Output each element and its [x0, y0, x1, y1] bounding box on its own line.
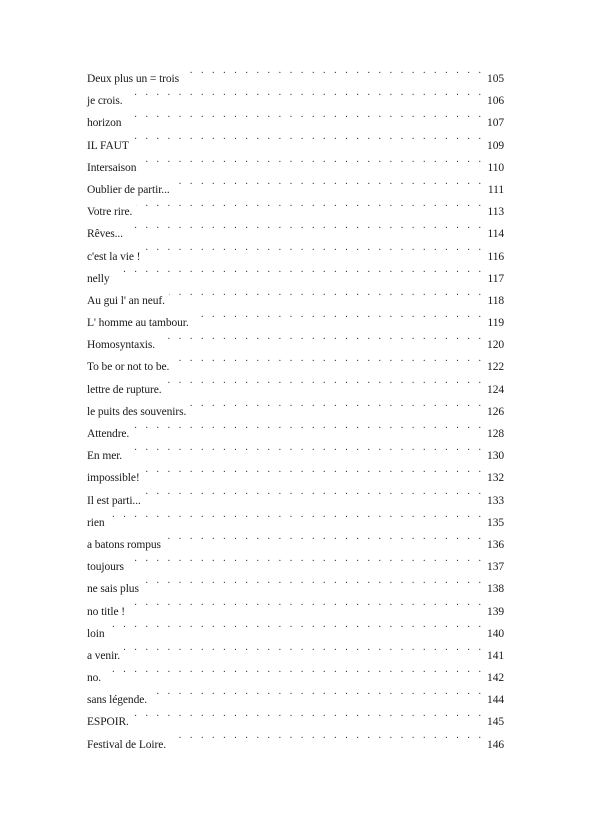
toc-entry[interactable] [87, 689, 504, 711]
dot-leader [133, 425, 484, 437]
dot-leader [127, 225, 484, 237]
toc-entry[interactable] [87, 379, 504, 401]
toc-entry-title: L' homme au tambour. [87, 317, 189, 330]
toc-entry[interactable] [87, 179, 504, 201]
toc-entry-page: 118 [487, 294, 504, 307]
toc-entry[interactable] [87, 290, 504, 312]
toc-entry-page: 117 [487, 272, 504, 285]
toc-entry[interactable] [87, 423, 504, 445]
toc-entry[interactable] [87, 334, 504, 356]
toc-entry[interactable] [87, 601, 504, 623]
toc-entry-page: 146 [487, 738, 504, 751]
toc-entry[interactable] [87, 490, 504, 512]
dot-leader [127, 92, 484, 104]
toc-entry-page: 139 [487, 605, 504, 618]
toc-entry-page: 138 [487, 583, 504, 596]
dot-leader [128, 558, 484, 570]
dot-leader [174, 181, 484, 193]
toc-entry-title: En mer. [87, 450, 123, 463]
dot-leader [193, 314, 484, 326]
toc-entry-title: IL FAUT [87, 139, 129, 152]
toc-entry[interactable] [87, 711, 504, 733]
toc-entry[interactable] [87, 68, 504, 90]
toc-entry-page: 145 [487, 716, 504, 729]
toc-entry-title: loin [87, 627, 105, 640]
toc-entry-page: 116 [487, 250, 504, 263]
toc-entry[interactable] [87, 512, 504, 534]
toc-entry[interactable] [87, 246, 504, 268]
table-of-contents [87, 68, 504, 756]
toc-entry-title: Votre rire. [87, 206, 133, 219]
dot-leader [159, 336, 484, 348]
toc-entry-title: impossible! [87, 472, 140, 485]
toc-entry[interactable] [87, 312, 504, 334]
dot-leader [105, 669, 484, 681]
toc-entry-title: c'est la vie ! [87, 250, 141, 263]
dot-leader [144, 469, 484, 481]
dot-leader [166, 381, 484, 393]
toc-entry-page: 119 [487, 317, 504, 330]
toc-entry-page: 122 [487, 361, 504, 374]
dot-leader [143, 580, 484, 592]
dot-leader [124, 647, 484, 659]
dot-leader [125, 114, 484, 126]
dot-leader [126, 447, 484, 459]
toc-entry-title: ne sais plus [87, 583, 139, 596]
toc-entry-title: horizon [87, 117, 122, 130]
dot-leader [144, 248, 484, 260]
toc-entry-page: 120 [487, 339, 504, 352]
toc-entry-title: rien [87, 516, 105, 529]
toc-entry-page: 124 [487, 383, 504, 396]
toc-entry-title: lettre de rupture. [87, 383, 162, 396]
toc-entry-title: nelly [87, 272, 110, 285]
toc-entry-title: Homosyntaxis. [87, 339, 156, 352]
toc-entry-title: Rêves... [87, 228, 123, 241]
toc-entry-title: toujours [87, 561, 124, 574]
dot-leader [133, 713, 484, 725]
toc-entry-title: no. [87, 672, 102, 685]
toc-entry-title: a venir. [87, 649, 121, 662]
toc-entry-title: To be or not to be. [87, 361, 170, 374]
toc-entry[interactable] [87, 623, 504, 645]
dot-leader [170, 736, 484, 748]
toc-entry[interactable] [87, 556, 504, 578]
toc-entry[interactable] [87, 667, 504, 689]
dot-leader [108, 514, 484, 526]
dot-leader [109, 625, 485, 637]
toc-entry-title: ESPOIR. [87, 716, 129, 729]
dot-leader [151, 691, 484, 703]
dot-leader [190, 403, 484, 415]
toc-entry-title: no title ! [87, 605, 125, 618]
dot-leader [173, 358, 484, 370]
toc-entry-title: Deux plus un = trois [87, 73, 180, 85]
toc-entry-page: 132 [487, 472, 504, 485]
dot-leader [129, 603, 484, 615]
toc-entry[interactable] [87, 223, 504, 245]
toc-entry[interactable] [87, 578, 504, 600]
toc-entry-title: a batons rompus [87, 538, 161, 551]
toc-entry-title: Intersaison [87, 161, 137, 174]
toc-entry-page: 137 [487, 561, 504, 574]
toc-entry[interactable] [87, 90, 504, 112]
toc-entry-page: 130 [487, 450, 504, 463]
toc-entry-page: 126 [487, 405, 504, 418]
toc-entry-page: 110 [487, 161, 504, 174]
dot-leader [145, 492, 484, 504]
toc-entry-page: 114 [487, 228, 504, 241]
toc-entry-page: 135 [487, 516, 504, 529]
toc-entry[interactable] [87, 445, 504, 467]
toc-entry[interactable] [87, 645, 504, 667]
toc-entry[interactable] [87, 268, 504, 290]
toc-entry[interactable] [87, 734, 504, 756]
toc-entry-title: Attendre. [87, 428, 130, 440]
toc-entry-page: 106 [487, 95, 504, 108]
toc-entry-page: 140 [487, 627, 504, 640]
dot-leader [140, 159, 484, 171]
toc-entry[interactable] [87, 467, 504, 489]
toc-entry-page: 133 [487, 494, 504, 507]
toc-entry-page: 136 [487, 538, 504, 551]
toc-entry-title: Festival de Loire. [87, 738, 166, 751]
dot-leader [169, 292, 484, 304]
toc-entry-page: 109 [487, 139, 504, 152]
toc-entry[interactable] [87, 157, 504, 179]
toc-entry[interactable] [87, 356, 504, 378]
toc-entry[interactable] [87, 401, 504, 423]
toc-entry-page: 144 [487, 694, 504, 707]
toc-entry[interactable] [87, 135, 504, 157]
toc-entry-title: Au gui l' an neuf. [87, 294, 165, 307]
toc-entry[interactable] [87, 112, 504, 134]
toc-entry-page: 113 [487, 206, 504, 219]
toc-entry[interactable] [87, 534, 504, 556]
toc-entry-title: Oublier de partir... [87, 183, 170, 196]
toc-entry-page: 141 [487, 649, 504, 662]
toc-entry-page: 105 [487, 73, 504, 85]
toc-entry-title: je crois. [87, 95, 123, 108]
toc-entry-title: Il est parti... [87, 494, 141, 507]
toc-entry[interactable] [87, 201, 504, 223]
dot-leader [136, 203, 484, 215]
toc-entry-page: 107 [487, 117, 504, 130]
dot-leader [165, 536, 484, 548]
toc-entry-title: sans légende. [87, 694, 148, 707]
toc-entry-page: 111 [487, 183, 504, 196]
toc-entry-page: 128 [487, 428, 504, 440]
toc-entry-title: le puits des souvenirs. [87, 405, 187, 418]
dot-leader [133, 137, 484, 149]
toc-entry-page: 142 [487, 672, 504, 685]
dot-leader [183, 70, 484, 82]
dot-leader [114, 270, 485, 282]
